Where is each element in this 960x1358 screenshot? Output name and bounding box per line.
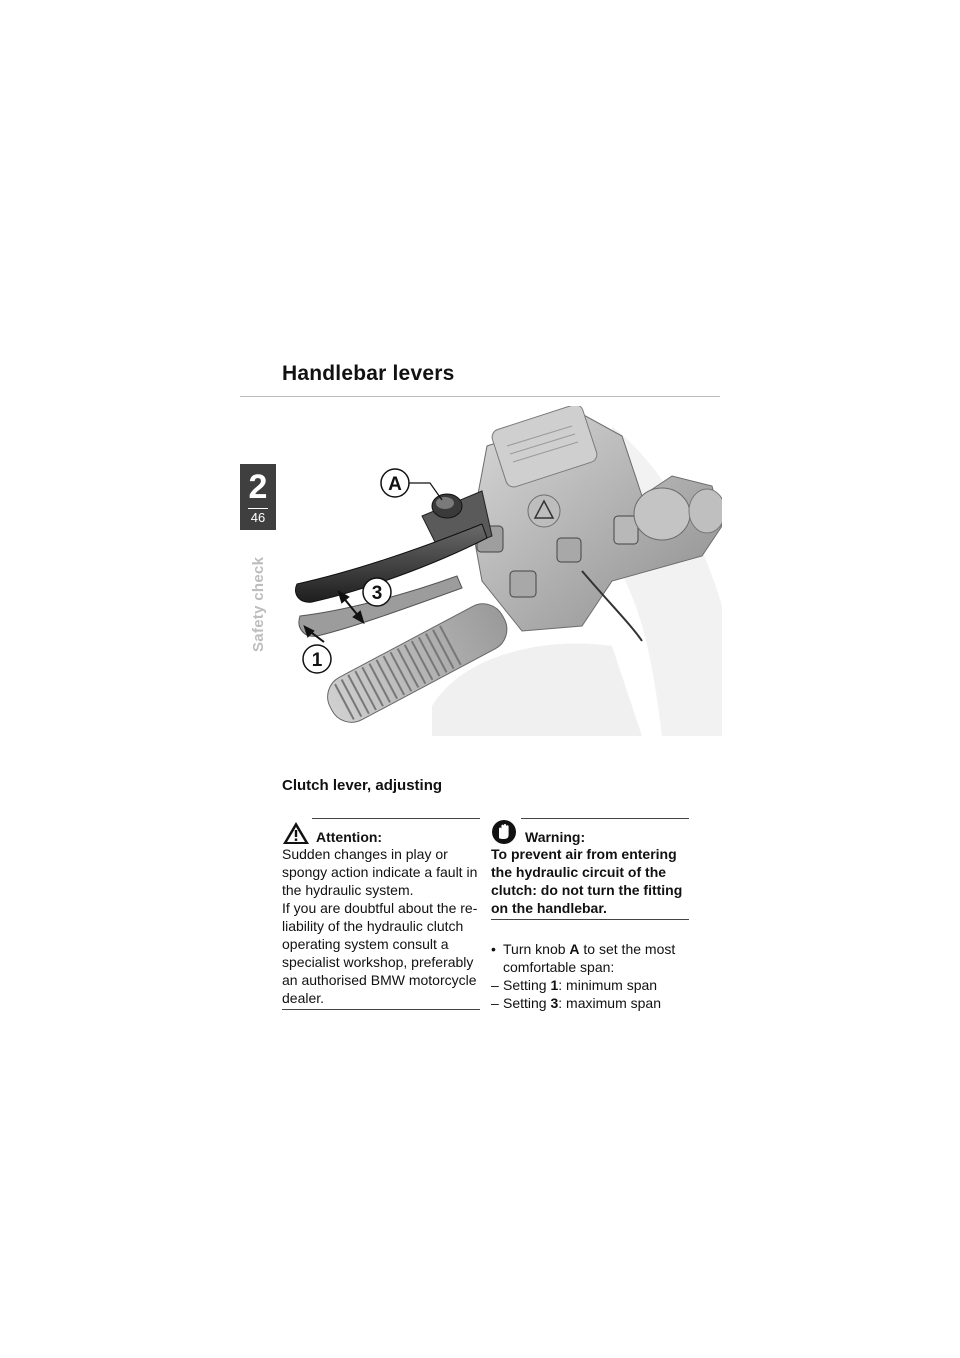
attention-box (282, 818, 480, 1010)
bullet-mark: • (491, 941, 496, 957)
step-text-pre: Setting (503, 977, 551, 993)
switch-button (510, 571, 536, 597)
side-label: Safety check (250, 556, 267, 652)
chapter-number: 2 (248, 468, 268, 506)
switch-cylinder (634, 488, 690, 540)
page-number: 46 (250, 510, 266, 525)
step-text-post: : maximum span (558, 995, 661, 1011)
callout-3 (363, 578, 391, 606)
callout-a (381, 469, 409, 497)
attention-bottom-rule (282, 1009, 480, 1010)
step-text-post: : minimum span (558, 977, 658, 993)
dash-mark: – (491, 995, 499, 1011)
adjustment-steps (491, 940, 689, 1012)
switch-cylinder (689, 489, 722, 533)
step-item (491, 976, 689, 994)
warning-label: Warning: (525, 829, 586, 845)
attention-paragraph: If you are doubtful about the reliability of the hydraulic clutch operating system consult a specialist workshop, preferably an authorised BMW motorcycle dealer. (282, 900, 478, 1006)
handlebar-illustration-svg (282, 406, 722, 736)
step-item (491, 994, 689, 1012)
dash-mark: – (491, 977, 499, 993)
title-rule (240, 396, 720, 397)
page-title: Handlebar levers (282, 362, 455, 385)
chapter-divider (248, 508, 268, 509)
step-text (503, 994, 689, 1012)
callout-a-label: A (388, 474, 402, 495)
callout-3-label: 3 (371, 583, 383, 604)
callout-1-label: 1 (311, 650, 323, 671)
warning-column (491, 818, 689, 1012)
attention-icon (282, 821, 310, 845)
step-key: 1 (550, 977, 559, 993)
attention-body (282, 845, 480, 1007)
attention-header (282, 821, 480, 845)
step-text (503, 940, 689, 976)
step-text-pre: Setting (503, 995, 551, 1011)
warning-top-rule (521, 818, 689, 819)
warning-body: To prevent air from entering the hydraulic circuit of the clutch: do not turn the fitting on the handlebar. (491, 846, 683, 916)
attention-paragraph: Sudden changes in play or spongy action indicate a fault in the hydraulic system. (282, 846, 478, 898)
callout-1 (303, 645, 331, 673)
attention-label: Attention: (316, 829, 383, 845)
chapter-tab (240, 464, 276, 530)
section-title: Clutch lever, adjusting (282, 777, 443, 794)
switch-button (557, 538, 581, 562)
warning-bottom-rule (491, 919, 689, 920)
step-key: 3 (550, 995, 559, 1011)
step-text (503, 976, 689, 994)
step-key: A (569, 941, 580, 957)
stop-hand-icon (491, 819, 519, 845)
step-text-post: to set the most comfortable span: (503, 941, 676, 975)
step-bullet (491, 940, 689, 976)
handlebar-illustration (282, 406, 722, 736)
step-text-pre: Turn knob (503, 941, 570, 957)
adjuster-knob-highlight (436, 497, 454, 509)
attention-top-rule (312, 818, 480, 819)
warning-header (491, 821, 689, 845)
